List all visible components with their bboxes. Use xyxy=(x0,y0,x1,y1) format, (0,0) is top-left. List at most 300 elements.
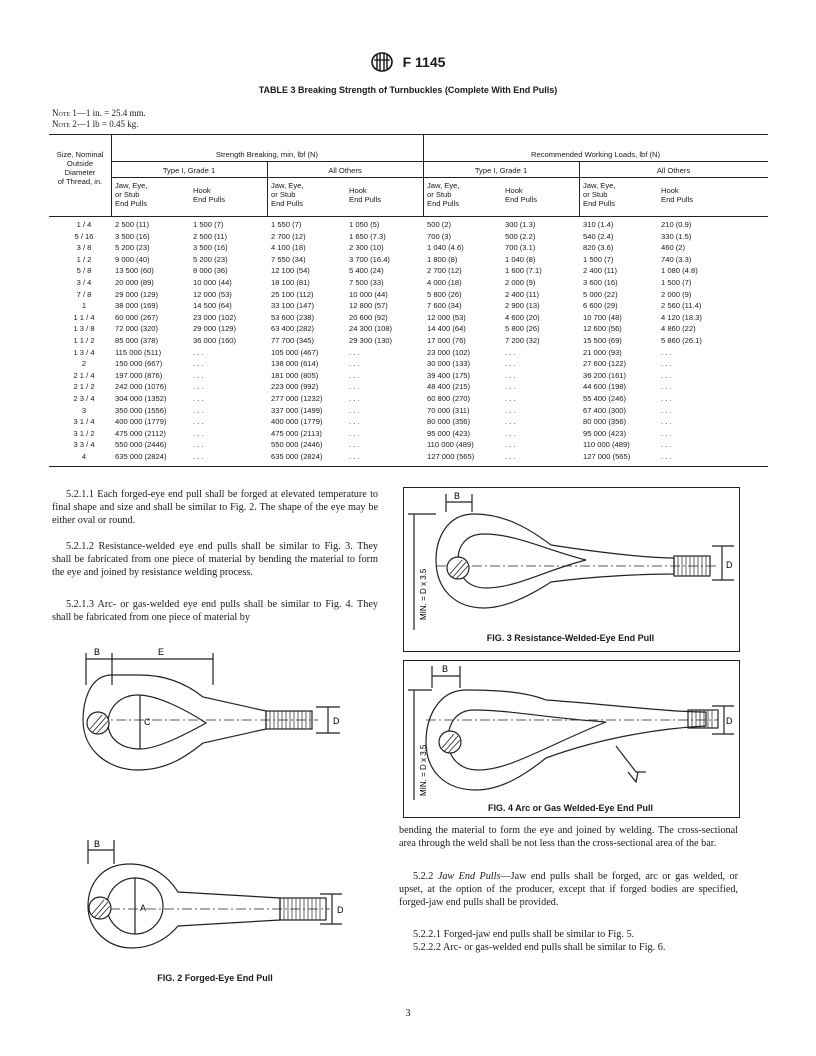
size-cell: 1 3 / 4 xyxy=(73,347,95,357)
value-cell: 550 000 (2446) xyxy=(115,440,167,450)
dimension-label-d: D xyxy=(726,716,733,726)
value-cell: . . . xyxy=(349,440,360,450)
value-cell: 2 000 (9) xyxy=(505,278,536,287)
paragraph-text: 5.2.1.3 Arc- or gas-welded eye end pulls shall be similar to Fig. 4. They shall be fabricated from one piece of material by xyxy=(52,599,378,623)
size-cell: 5 / 16 xyxy=(74,231,94,241)
value-cell: 12 100 (54) xyxy=(271,266,310,276)
value-cell: 127 000 (565) xyxy=(583,452,631,461)
size-cell: 2 1 / 4 xyxy=(73,370,95,380)
value-cell: 310 (1.4) xyxy=(583,220,614,229)
value-cell: 1 650 (7.3) xyxy=(349,231,386,241)
subheader-line: Hook xyxy=(193,186,211,195)
subheader-line: End Pulls xyxy=(193,195,226,204)
table-row xyxy=(49,371,768,380)
paragraph-text: 5.2.1.1 Each forged-eye end pull shall be forged at elevated temperature to final shape and size and shall be similar to Fig. 2. The shape of the eye may be either oval or round. xyxy=(52,489,378,526)
value-cell: 14 500 (64) xyxy=(193,301,232,311)
value-cell: 115 000 (511) xyxy=(115,347,162,357)
value-cell: . . . xyxy=(349,428,360,438)
size-cell: 3 xyxy=(81,405,87,415)
table-row xyxy=(49,440,768,449)
value-cell: 6 600 (29) xyxy=(583,301,618,311)
size-cell: 7 / 8 xyxy=(76,289,92,299)
type1-header: Type I, Grade 1 xyxy=(474,166,528,175)
value-cell: 2 500 (11) xyxy=(115,220,150,229)
eye-end-pull-figure xyxy=(78,645,368,785)
table-note-1 xyxy=(52,108,146,118)
page-number: 3 xyxy=(405,1008,411,1019)
value-cell: 460 (2) xyxy=(661,243,686,253)
table-row xyxy=(49,417,768,426)
value-cell: 12 000 (53) xyxy=(193,289,232,299)
table-row xyxy=(49,359,768,368)
eye-outline xyxy=(436,514,674,608)
value-cell: 740 (3.3) xyxy=(661,254,692,264)
value-cell: 17 000 (76) xyxy=(427,336,466,345)
value-cell: 1 040 (8) xyxy=(505,254,536,264)
value-cell: 337 000 (1499) xyxy=(271,405,323,415)
value-cell: 223 000 (992) xyxy=(271,382,319,392)
value-cell: . . . xyxy=(505,382,516,392)
value-cell: . . . xyxy=(661,347,672,357)
size-cell: 2 1 / 2 xyxy=(73,382,95,392)
astm-logo-icon xyxy=(371,52,393,72)
value-cell: 1 500 (7) xyxy=(193,220,224,229)
value-cell: 29 300 (130) xyxy=(349,336,393,345)
dimension-label-b: B xyxy=(94,839,101,849)
value-cell: 2 400 (11) xyxy=(505,289,540,299)
value-cell: . . . xyxy=(661,382,672,392)
value-cell: 197 000 (876) xyxy=(115,370,163,380)
section-title: Jaw End Pulls xyxy=(437,871,501,882)
value-cell: 53 600 (238) xyxy=(271,312,315,322)
subheader-line: End Pulls xyxy=(115,199,148,208)
table-row xyxy=(49,313,768,322)
value-cell: 5 800 (26) xyxy=(505,324,540,334)
paragraph-5-2-2-2 xyxy=(399,941,738,954)
subheader-line: Jaw, Eye, xyxy=(427,181,460,190)
strength-group-header: Strength Breaking, min, lbf (N) xyxy=(215,150,319,159)
value-cell: 27 600 (122) xyxy=(583,359,627,369)
value-cell: 1 500 (7) xyxy=(661,278,692,287)
paragraph-text: —Jaw end pulls shall be forged, arc or gas welded, or upset, at the option of the producer, except that if forged bodies are specified, forged-jaw end pulls shall be provided. xyxy=(399,871,739,908)
paragraph-5-2-1-2 xyxy=(52,540,378,579)
value-cell: . . . xyxy=(505,359,516,369)
min-length-label: MIN. = D x 3.5 xyxy=(419,568,428,620)
subheader-line: or Stub xyxy=(271,190,296,199)
value-cell: 3 500 (16) xyxy=(115,231,150,241)
value-cell: . . . xyxy=(193,405,204,415)
paragraph-5-2-1-1 xyxy=(52,488,378,527)
value-cell: 85 000 (378) xyxy=(115,336,159,345)
value-cell: 4 100 (18) xyxy=(271,243,306,253)
dimension-label-b: B xyxy=(454,491,461,501)
value-cell: 1 050 (5) xyxy=(349,220,380,229)
value-cell: 7 600 (34) xyxy=(427,301,462,311)
value-cell: 38 000 (169) xyxy=(115,301,159,311)
section-number: 5.2.2 xyxy=(413,871,434,882)
note-text: —1 lb = 0.45 kg. xyxy=(76,119,139,129)
value-cell: 300 (1.3) xyxy=(505,220,536,229)
value-cell: 60 800 (270) xyxy=(427,394,471,403)
value-cell: 210 (0.9) xyxy=(661,220,692,229)
subheader-line: End Pulls xyxy=(505,195,538,204)
table-row xyxy=(49,452,768,461)
value-cell: . . . xyxy=(349,394,360,403)
value-cell: . . . xyxy=(505,370,516,380)
value-cell: 500 (2.2) xyxy=(505,231,536,241)
value-cell: 635 000 (2824) xyxy=(271,452,323,461)
size-cell: 2 3 / 4 xyxy=(73,394,95,403)
value-cell: 10 000 (44) xyxy=(193,278,232,287)
value-cell: 44 600 (198) xyxy=(583,382,627,392)
value-cell: 4 600 (20) xyxy=(505,312,540,322)
size-cell: 1 / 2 xyxy=(76,254,92,264)
table-row xyxy=(49,348,768,357)
value-cell: . . . xyxy=(193,417,204,427)
value-cell: 110 000 (489) xyxy=(583,440,630,450)
value-cell: 25 100 (112) xyxy=(271,289,314,299)
value-cell: 277 000 (1232) xyxy=(271,394,323,403)
table-row xyxy=(49,266,768,275)
value-cell: 1 080 (4.8) xyxy=(661,266,698,276)
value-cell: 4 000 (18) xyxy=(427,278,462,287)
page-header xyxy=(0,52,816,72)
note-label: Note 2 xyxy=(52,119,77,129)
value-cell: 2 400 (11) xyxy=(583,266,618,276)
value-cell: 304 000 (1352) xyxy=(115,394,167,403)
threaded-shank xyxy=(688,710,718,728)
value-cell: 12 600 (56) xyxy=(583,324,622,334)
eye-outline xyxy=(83,675,266,770)
hook-subheader xyxy=(505,186,537,204)
value-cell: 77 700 (345) xyxy=(271,336,315,345)
value-cell: . . . xyxy=(349,405,360,415)
table-row xyxy=(49,278,768,287)
value-cell: 3 600 (16) xyxy=(583,278,618,287)
value-cell: 4 860 (22) xyxy=(661,324,696,334)
subheader-line: Hook xyxy=(505,186,523,195)
paragraph-text: 5.2.2.2 Arc- or gas-welded end pulls shall be similar to Fig. 6. xyxy=(413,942,666,953)
fig4-drawing xyxy=(406,662,736,800)
table-title: TABLE 3 Breaking Strength of Turnbuckles (Complete With End Pulls) xyxy=(258,85,558,95)
size-column-header xyxy=(49,150,111,186)
value-cell: 2 300 (10) xyxy=(349,243,384,253)
value-cell: . . . xyxy=(661,359,672,369)
table-divider xyxy=(111,134,112,216)
value-cell: 700 (3.1) xyxy=(505,243,536,253)
jaw-subheader xyxy=(583,181,616,208)
header-bottom-rule xyxy=(49,216,768,217)
value-cell: 12 000 (53) xyxy=(427,312,466,322)
eye-inner-outline xyxy=(448,710,606,770)
eye-outline xyxy=(88,864,280,948)
working-loads-group-header: Recommended Working Loads, lbf (N) xyxy=(530,150,660,159)
value-cell: . . . xyxy=(349,347,360,357)
dimension-label-d: D xyxy=(726,560,733,570)
value-cell: 138 000 (614) xyxy=(271,359,319,369)
value-cell: . . . xyxy=(193,382,204,392)
table-row xyxy=(49,255,768,264)
value-cell: 80 000 (356) xyxy=(583,417,627,427)
size-cell: 1 1 / 2 xyxy=(73,336,95,345)
value-cell: 12 800 (57) xyxy=(349,301,388,311)
value-cell: 20 600 (92) xyxy=(349,312,388,322)
size-cell: 1 / 4 xyxy=(76,220,92,229)
size-cell: 3 / 8 xyxy=(76,243,92,253)
value-cell: 10 000 (44) xyxy=(349,289,388,299)
value-cell: 14 400 (64) xyxy=(427,324,466,334)
dimension-label-c: C xyxy=(144,717,151,727)
value-cell: 475 000 (2112) xyxy=(115,428,166,438)
note-label: Note 1 xyxy=(52,108,77,118)
size-cell: 1 3 / 8 xyxy=(73,324,95,334)
value-cell: 2 560 (11.4) xyxy=(661,301,702,311)
value-cell: 80 000 (356) xyxy=(427,417,471,427)
table-row xyxy=(49,232,768,241)
subheader-line: Jaw, Eye, xyxy=(583,181,616,190)
document-number: F 1145 xyxy=(402,54,446,70)
value-cell: 1 040 (4.6) xyxy=(427,243,464,253)
value-cell: 127 000 (565) xyxy=(427,452,475,461)
value-cell: . . . xyxy=(505,347,516,357)
value-cell: 540 (2.4) xyxy=(583,231,614,241)
jaw-subheader xyxy=(115,181,148,208)
dimension-label-d: D xyxy=(337,905,344,915)
value-cell: 5 200 (23) xyxy=(193,254,228,264)
type1-header: Type I, Grade 1 xyxy=(162,166,216,175)
subheader-line: End Pulls xyxy=(427,199,460,208)
paragraph-continuation: bending the material to form the eye and joined by welding. The cross-sectional area through the weld shall be not less than the cross-sectional area of the bar. xyxy=(399,825,738,849)
value-cell: . . . xyxy=(661,370,672,380)
value-cell: 36 000 (160) xyxy=(193,336,237,345)
table-row xyxy=(49,382,768,391)
header-rule xyxy=(111,161,768,162)
paragraph-5-2-2-1 xyxy=(399,928,738,941)
value-cell: 18 100 (81) xyxy=(271,278,310,287)
dimension-label-e: E xyxy=(158,647,165,657)
value-cell: 150 000 (667) xyxy=(115,359,163,369)
value-cell: 5 200 (23) xyxy=(115,243,150,253)
table-note-2 xyxy=(52,119,139,129)
value-cell: 1 800 (8) xyxy=(427,254,458,264)
subheader-line: Jaw, Eye, xyxy=(115,181,148,190)
value-cell: 39 400 (175) xyxy=(427,370,471,380)
value-cell: 7 500 (33) xyxy=(349,278,384,287)
table-top-rule xyxy=(49,134,768,135)
subheader-line: Hook xyxy=(349,186,367,195)
value-cell: 2 900 (13) xyxy=(505,301,540,311)
hook-subheader xyxy=(349,186,381,204)
table-row xyxy=(49,290,768,299)
value-cell: 10 700 (48) xyxy=(583,312,622,322)
value-cell: 55 400 (246) xyxy=(583,394,627,403)
paragraph-5-2-2 xyxy=(399,870,738,909)
value-cell: 67 400 (300) xyxy=(583,405,627,415)
value-cell: . . . xyxy=(349,359,360,369)
value-cell: . . . xyxy=(193,394,204,403)
value-cell: 33 100 (147) xyxy=(271,301,315,311)
paragraph-text: 5.2.1.2 Resistance-welded eye end pulls shall be similar to Fig. 3. They shall be fabricated from one piece of material by bending the material to form the eye and joined by resistance welding process. xyxy=(52,541,378,578)
value-cell: 23 000 (102) xyxy=(193,312,237,322)
subheader-line: End Pulls xyxy=(271,199,304,208)
subheader-line: or Stub xyxy=(583,190,608,199)
min-length-label: MIN. = D x 3.5 xyxy=(419,744,428,796)
value-cell: 2 500 (11) xyxy=(193,231,228,241)
value-cell: 95 000 (423) xyxy=(583,428,627,438)
value-cell: 700 (3) xyxy=(427,231,452,241)
table-row xyxy=(49,429,768,438)
size-cell: 2 xyxy=(81,359,87,369)
value-cell: . . . xyxy=(193,428,204,438)
value-cell: 15 500 (69) xyxy=(583,336,622,345)
table-divider xyxy=(423,134,424,216)
value-cell: . . . xyxy=(193,370,204,380)
table-row xyxy=(49,301,768,310)
size-cell: 5 / 8 xyxy=(76,266,92,276)
value-cell: 7 550 (34) xyxy=(271,254,306,264)
value-cell: 181 000 (805) xyxy=(271,370,319,380)
value-cell: 3 500 (16) xyxy=(193,243,228,253)
value-cell: 13 500 (60) xyxy=(115,266,154,276)
value-cell: 550 000 (2446) xyxy=(271,440,323,450)
value-cell: 48 400 (215) xyxy=(427,382,471,392)
value-cell: 72 000 (320) xyxy=(115,324,159,334)
subheader-line: End Pulls xyxy=(349,195,382,204)
size-header-line: Diameter xyxy=(64,168,96,177)
subheader-line: End Pulls xyxy=(661,195,694,204)
value-cell: 5 000 (22) xyxy=(583,289,618,299)
size-header-line: Size, Nominal xyxy=(56,150,104,159)
size-cell: 3 3 / 4 xyxy=(73,440,95,450)
jaw-subheader xyxy=(427,181,460,208)
eye-outline xyxy=(426,690,706,790)
value-cell: . . . xyxy=(349,370,360,380)
value-cell: . . . xyxy=(193,347,204,357)
fig4-caption: FIG. 4 Arc or Gas Welded-Eye End Pull xyxy=(487,803,654,813)
size-header-line: of Thread, in. xyxy=(57,177,103,186)
value-cell: 1 600 (7.1) xyxy=(505,266,542,276)
value-cell: 2 700 (12) xyxy=(427,266,462,276)
value-cell: 3 700 (16.4) xyxy=(349,254,390,264)
value-cell: . . . xyxy=(661,394,672,403)
value-cell: 105 000 (467) xyxy=(271,347,319,357)
subheader-line: or Stub xyxy=(115,190,140,199)
value-cell: 110 000 (489) xyxy=(427,440,474,450)
value-cell: 1 500 (7) xyxy=(583,254,614,264)
value-cell: 5 400 (24) xyxy=(349,266,384,276)
value-cell: 350 000 (1556) xyxy=(115,405,167,415)
value-cell: 70 000 (311) xyxy=(427,405,470,415)
value-cell: 2 700 (12) xyxy=(271,231,306,241)
size-cell: 3 1 / 4 xyxy=(73,417,95,427)
dimension-label-a: A xyxy=(140,903,147,913)
value-cell: 20 000 (89) xyxy=(115,278,154,287)
value-cell: . . . xyxy=(661,452,672,461)
value-cell: . . . xyxy=(193,452,204,461)
value-cell: 400 000 (1779) xyxy=(115,417,167,427)
value-cell: 1 550 (7) xyxy=(271,220,302,229)
size-cell: 1 xyxy=(81,301,87,311)
table-bottom-rule xyxy=(49,466,768,467)
value-cell: 475 000 (2113) xyxy=(271,428,322,438)
value-cell: 23 000 (102) xyxy=(427,347,471,357)
value-cell: 5 860 (26.1) xyxy=(661,336,702,345)
table-row xyxy=(49,243,768,252)
value-cell: . . . xyxy=(349,417,360,427)
all-others-header: All Others xyxy=(328,166,362,175)
value-cell: 7 200 (32) xyxy=(505,336,540,345)
subheader-line: Jaw, Eye, xyxy=(271,181,304,190)
subheader-line: Hook xyxy=(661,186,679,195)
value-cell: 242 000 (1076) xyxy=(115,382,167,392)
size-cell: 3 / 4 xyxy=(76,278,92,287)
size-header-line: Outside xyxy=(66,159,94,168)
size-cell: 1 1 / 4 xyxy=(73,312,95,322)
note-text: —1 in. = 25.4 mm. xyxy=(76,108,146,118)
value-cell: 5 800 (26) xyxy=(427,289,462,299)
value-cell: 9 000 (40) xyxy=(115,254,150,264)
value-cell: . . . xyxy=(505,405,516,415)
value-cell: 400 000 (1779) xyxy=(271,417,323,427)
value-cell: . . . xyxy=(505,428,516,438)
fig2-drawing xyxy=(80,838,360,958)
fig3-drawing xyxy=(406,490,736,630)
table-row xyxy=(49,324,768,333)
value-cell: . . . xyxy=(505,394,516,403)
value-cell: . . . xyxy=(505,452,516,461)
size-cell: 3 1 / 2 xyxy=(73,428,95,438)
value-cell: . . . xyxy=(661,440,672,450)
breaking-strength-table xyxy=(49,134,768,474)
table-divider xyxy=(579,161,580,216)
all-others-header: All Others xyxy=(656,166,691,175)
table-row xyxy=(49,336,768,345)
value-cell: . . . xyxy=(661,405,672,415)
value-cell: 36 200 (161) xyxy=(583,370,627,380)
paragraph-5-2-1-3 xyxy=(52,598,378,624)
table-row xyxy=(49,220,768,229)
value-cell: . . . xyxy=(661,417,672,427)
value-cell: 21 000 (93) xyxy=(583,347,622,357)
value-cell: 29 000 (129) xyxy=(115,289,159,299)
jaw-subheader xyxy=(271,181,304,208)
value-cell: 95 000 (423) xyxy=(427,428,471,438)
fig2-caption: FIG. 2 Forged-Eye End Pull xyxy=(157,973,273,983)
hook-subheader xyxy=(661,186,693,204)
value-cell: 820 (3.6) xyxy=(583,243,614,253)
value-cell: 2 000 (9) xyxy=(661,289,692,299)
value-cell: . . . xyxy=(505,440,516,450)
table-divider xyxy=(267,161,268,216)
size-cell: 4 xyxy=(81,452,87,461)
eye-inner-outline xyxy=(108,695,206,749)
value-cell: . . . xyxy=(505,417,516,427)
table-row xyxy=(49,406,768,415)
value-cell: 8 000 (36) xyxy=(193,266,228,276)
value-cell: 4 120 (18.3) xyxy=(661,312,702,322)
dimension-label-b: B xyxy=(94,647,101,657)
value-cell: 24 300 (108) xyxy=(349,324,393,334)
value-cell: . . . xyxy=(349,452,360,461)
value-cell: 500 (2) xyxy=(427,220,452,229)
value-cell: . . . xyxy=(193,440,204,450)
header-rule xyxy=(111,177,768,178)
subheader-line: End Pulls xyxy=(583,199,616,208)
table-row xyxy=(49,394,768,403)
dimension-label-d: D xyxy=(333,716,340,726)
paragraph-text: 5.2.2.1 Forged-jaw end pulls shall be similar to Fig. 5. xyxy=(413,929,635,940)
value-cell: . . . xyxy=(661,428,672,438)
